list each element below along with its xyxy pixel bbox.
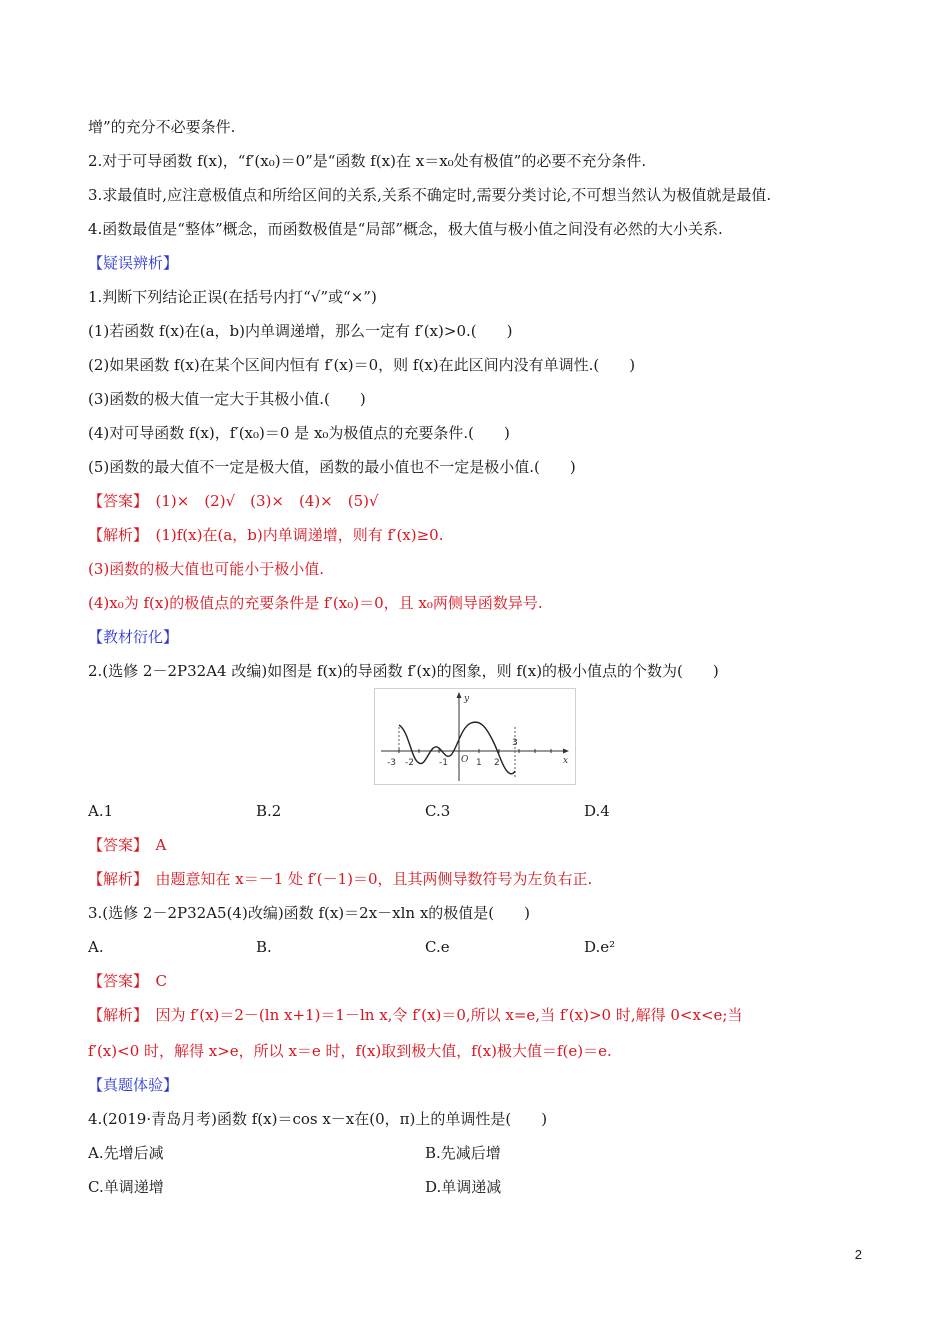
option-d: D.单调递减 (425, 1178, 502, 1196)
tick-label: -2 (405, 758, 414, 768)
derivative-graph (375, 689, 575, 784)
question-stem: 1.判断下列结论正误(在括号内打“√”或“×”) (88, 288, 377, 306)
text-line: 3.求最值时,应注意极值点和所给区间的关系,关系不确定时,需要分类讨论,不可想当然认为极值就是最值. (88, 186, 772, 204)
answer-line: 【答案】 A (88, 836, 167, 854)
analysis-line: (4)x₀为 f(x)的极值点的充要条件是 f′(x₀)＝0，且 x₀两侧导函数异号. (88, 594, 543, 612)
analysis-line: 【解析】 因为 f′(x)＝2－(ln x+1)＝1－ln x,令 f′(x)＝0,所以 x=e,当 f′(x)>0 时,解得 0<x<e;当 (88, 1006, 743, 1024)
y-axis-arrow (457, 692, 462, 698)
section-heading: 【真题体验】 (88, 1076, 179, 1094)
option-a: A.先增后减 (88, 1144, 164, 1162)
tick-label: -1 (439, 758, 448, 768)
analysis-line: 【解析】 由题意知在 x＝－1 处 f′(－1)＝0，且其两侧导数符号为左负右正. (88, 870, 593, 888)
option-c: C.3 (425, 802, 451, 820)
question-stem: 2.(选修 2－2P32A4 改编)如图是 f(x)的导函数 f′(x)的图象，则 f(x)的极小值点的个数为( ) (88, 662, 719, 680)
tick-label: 2 (494, 758, 500, 768)
x-axis-label: x (563, 756, 569, 766)
analysis-line: (3)函数的极大值也可能小于极小值. (88, 560, 325, 578)
text-line: 增”的充分不必要条件. (88, 118, 236, 136)
question-item: (3)函数的极大值一定大于其极小值.( ) (88, 390, 366, 408)
option-a: A.1 (88, 802, 114, 820)
text-line: 2.对于可导函数 f(x)，“f′(x₀)＝0”是“函数 f(x)在 x＝x₀处有极值”的必要不充分条件. (88, 152, 647, 170)
text-line: 4.函数最值是“整体”概念，而函数极值是“局部”概念，极大值与极小值之间没有必然的大小关系. (88, 220, 723, 238)
option-d: D.4 (584, 802, 610, 820)
answer-line: 【答案】 (1)× (2)√ (3)× (4)× (5)√ (88, 492, 379, 510)
origin-label: O (461, 755, 469, 765)
option-b: B. (256, 938, 272, 956)
tick-label: -3 (387, 758, 396, 768)
option-a: A. (88, 938, 104, 956)
tick-label: 1 (476, 758, 482, 768)
option-c: C.e (425, 938, 450, 956)
question-item: (2)如果函数 f(x)在某个区间内恒有 f′(x)＝0，则 f(x)在此区间内没有单调性.( ) (88, 356, 636, 374)
analysis-line: 【解析】 (1)f(x)在(a，b)内单调递增，则有 f′(x)≥0. (88, 526, 444, 544)
question-stem: 4.(2019·青岛月考)函数 f(x)＝cos x－x在(0，π)上的单调性是( ) (88, 1110, 548, 1128)
analysis-line: f′(x)<0 时，解得 x>e，所以 x＝e 时，f(x)取到极大值，f(x)极大值＝f(e)＝e. (88, 1042, 612, 1060)
derivative-graph-figure (374, 688, 576, 785)
question-stem: 3.(选修 2－2P32A5(4)改编)函数 f(x)＝2x－xln x的极值是( ) (88, 904, 531, 922)
y-axis-label: y (464, 694, 470, 704)
question-item: (5)函数的最大值不一定是极大值，函数的最小值也不一定是极小值.( ) (88, 458, 576, 476)
option-d: D.e² (584, 938, 616, 956)
page-number: 2 (854, 1247, 862, 1262)
option-b: B.先减后增 (425, 1144, 501, 1162)
section-heading: 【教材衍化】 (88, 628, 179, 646)
option-c: C.单调递增 (88, 1178, 164, 1196)
answer-line: 【答案】 C (88, 972, 167, 990)
option-b: B.2 (256, 802, 282, 820)
x-axis-arrow (563, 749, 569, 754)
question-item: (4)对可导函数 f(x)，f′(x₀)＝0 是 x₀为极值点的充要条件.( ) (88, 424, 510, 442)
question-item: (1)若函数 f(x)在(a，b)内单调递增，那么一定有 f′(x)>0.( ) (88, 322, 513, 340)
section-heading: 【疑误辨析】 (88, 254, 179, 272)
tick-label: 3 (512, 738, 518, 748)
